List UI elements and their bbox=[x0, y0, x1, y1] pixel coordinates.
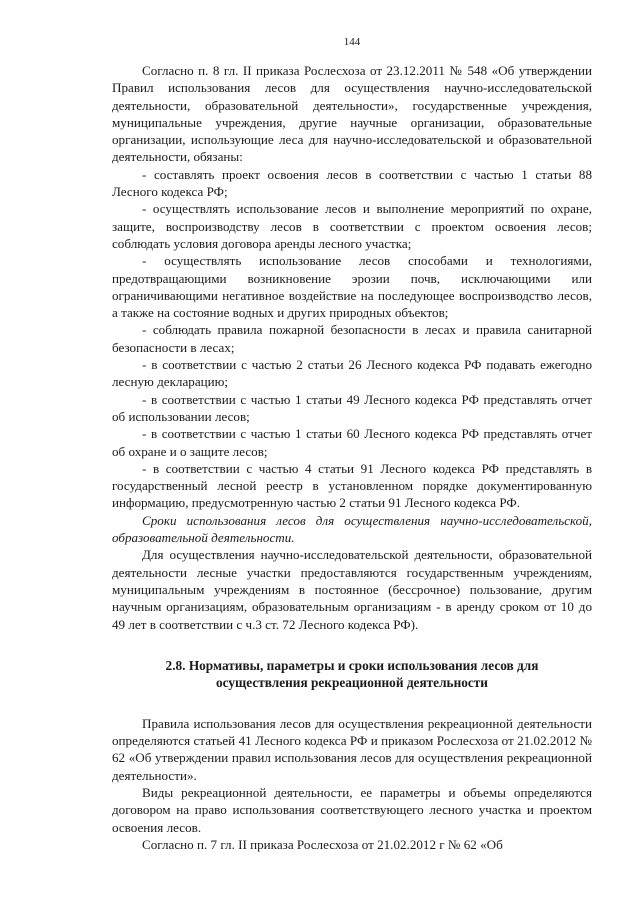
section-heading-line-2: осуществления рекреационной деятельности bbox=[216, 674, 488, 690]
list-item-declaration: - в соответствии с частью 2 статьи 26 Лесного кодекса РФ подавать ежегодно лесную декларацию; bbox=[112, 357, 592, 390]
paragraph-intro: Согласно п. 8 гл. II приказа Рослесхоза от 23.12.2011 № 548 «Об утверждении Правил использования лесов для осуществления научно-исследовательской деятельности, образовательной деятельности», государственные учреждения, муниципальные учреждения, другие научные организации, образовательные организации, использующие леса для научно-исследовательской и образовательной деятельности, обязаны: bbox=[112, 63, 592, 165]
list-item-registry: - в соответствии с частью 4 статьи 91 Лесного кодекса РФ представлять в государственный лесной реестр в установленном порядке документированную информацию, предусмотренную частью 2 статьи 91 Лесного кодекса РФ. bbox=[112, 460, 592, 511]
paragraph-rules: Правила использования лесов для осуществления рекреационной деятельности определяются статьей 41 Лесного кодекса РФ и приказом Рослесхоза от 21.02.2012 № 62 «Об утверждении правил использования лесов для осуществления рекреационной деятельности». bbox=[112, 715, 592, 783]
paragraph-terms-italic: Сроки использования лесов для осуществления научно-исследовательской, образовательной деятельности. bbox=[112, 512, 592, 546]
section-heading bbox=[112, 657, 592, 691]
paragraph-according: Согласно п. 7 гл. II приказа Рослесхоза от 21.02.2012 г № 62 «Об bbox=[142, 836, 503, 852]
list-item-methods: - осуществлять использование лесов способами и технологиями, предотвращающими возникновение эрозии почв, исключающими или ограничивающими негативное воздействие на последующее воспроизводство лесов, а также на состояние водных и других природных объектов; bbox=[112, 253, 592, 321]
paragraph-kinds: Виды рекреационной деятельности, ее параметры и объемы определяются договором на право использования соответствующего лесного участка и проектом освоения лесов. bbox=[112, 784, 592, 835]
body-text-top bbox=[112, 62, 592, 633]
list-item-protection-report: - в соответствии с частью 1 статьи 60 Лесного кодекса РФ представлять отчет об охране и о защите лесов; bbox=[112, 426, 592, 459]
list-item-usage: - осуществлять использование лесов и выполнение мероприятий по охране, защите, воспроизводству лесов в соответствии с проектом освоения лесов; соблюдать условия договора аренды лесного участка; bbox=[112, 201, 592, 251]
paragraph-terms: Для осуществления научно-исследовательской деятельности, образовательной деятельности лесные участки предоставляются государственным учреждениям, муниципальным учреждениям в постоянное (бессрочное) пользование, другим научным организациям, образовательным организациям - в аренду сроком от 10 до 49 лет в соответствии с ч.3 ст. 72 Лесного кодекса РФ). bbox=[112, 547, 592, 632]
list-item-fire-safety: - соблюдать правила пожарной безопасности в лесах и правила санитарной безопасности в лесах; bbox=[112, 322, 592, 355]
list-item-project: - составлять проект освоения лесов в соответствии с частью 1 статьи 88 Лесного кодекса РФ; bbox=[112, 166, 592, 200]
body-text-bottom bbox=[112, 715, 592, 853]
list-item-usage-report: - в соответствии с частью 1 статьи 49 Лесного кодекса РФ представлять отчет об использовании лесов; bbox=[112, 391, 592, 424]
page-number: 144 bbox=[343, 36, 361, 48]
section-heading-line-1: 2.8. Нормативы, параметры и сроки использования лесов для bbox=[165, 657, 539, 673]
